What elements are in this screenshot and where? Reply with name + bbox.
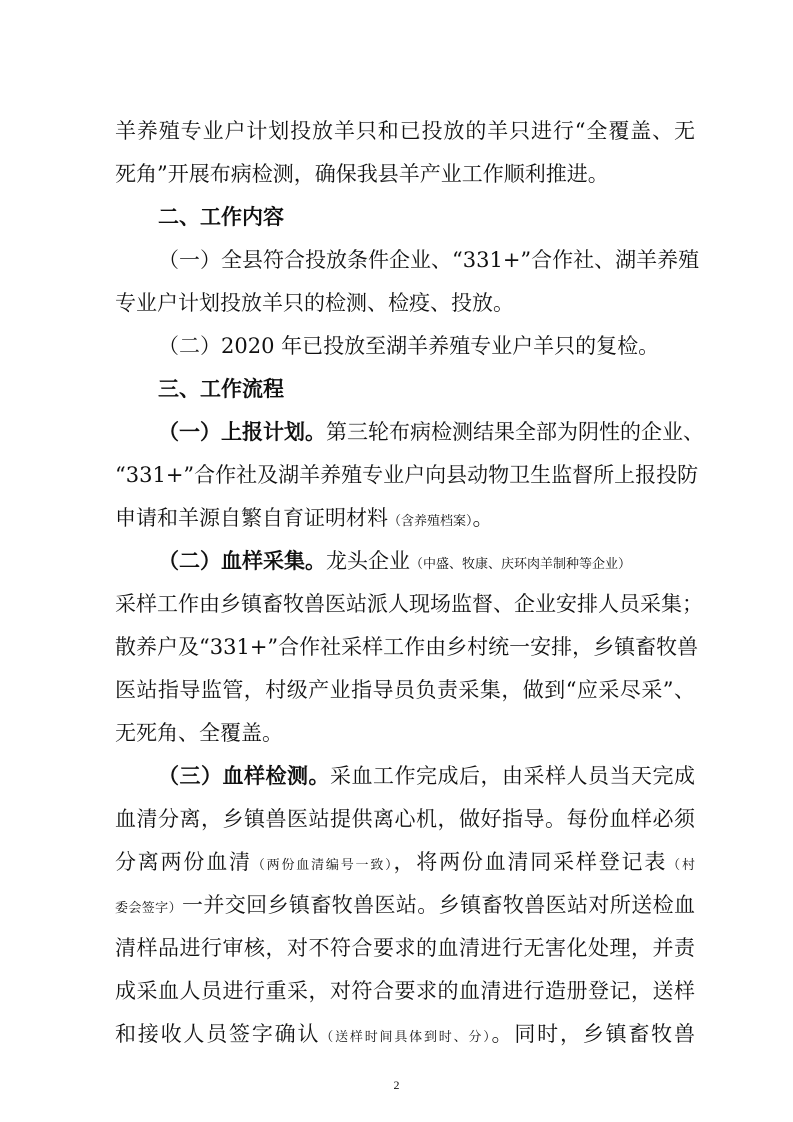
text-line: 专业户计划投放羊只的检测、检疫、投放。	[115, 291, 514, 315]
text-span: 龙头企业	[326, 549, 410, 573]
text-line	[115, 891, 695, 923]
text-line: （二）2020 年已投放至湖羊养殖专业户羊只的复检。	[158, 334, 660, 358]
text-line: “331+”合作社及湖羊养殖专业户向县动物卫生监督所上报投防	[115, 463, 699, 487]
text-line: 清样品进行审核，对不符合要求的血清进行无害化处理，并责	[115, 936, 695, 960]
note-span: （中盛、牧康、庆环肉羊制种等企业）	[410, 557, 632, 572]
text-line	[115, 848, 695, 880]
text-span: 和接收人员签字确认	[115, 1022, 321, 1046]
text-line: （一）全县符合投放条件企业、“331+”合作社、湖羊养殖	[158, 248, 700, 272]
note-span: （村	[667, 858, 695, 873]
text-line: 羊养殖专业户计划投放羊只和已投放的羊只进行“全覆盖、无	[115, 119, 695, 143]
text-line	[115, 1020, 695, 1052]
section-heading: 二、工作内容	[158, 205, 284, 229]
note-span: （送样时间具体到时、分）	[320, 1030, 492, 1045]
text-span: 申请和羊源自繁自育证明材料	[115, 506, 388, 530]
text-line	[115, 504, 695, 536]
text-span: ，将两份血清同采样登记表	[393, 850, 668, 874]
subsection-heading: （二）血样采集。	[158, 549, 326, 573]
text-line	[158, 547, 695, 579]
section-heading: 三、工作流程	[158, 377, 284, 401]
text-span: 第三轮布病检测结果全部为阴性的企业、	[326, 420, 704, 444]
text-line: 无死角、全覆盖。	[115, 721, 283, 745]
text-line: 医站指导监管，村级产业指导员负责采集，做到“应采尽采”、	[115, 678, 695, 702]
note-span: （含养殖档案）	[388, 514, 473, 529]
text-span: 分离两份血清	[115, 850, 252, 874]
text-line	[158, 418, 704, 446]
text-span: 。	[472, 506, 494, 530]
note-span: 委会签字）	[115, 901, 182, 916]
text-span: 。同时，乡镇畜牧兽	[491, 1022, 695, 1046]
page-number: 2	[393, 1078, 400, 1092]
text-line	[158, 762, 695, 790]
subsection-heading: （三）血样检测。	[158, 764, 330, 788]
text-line: 死角”开展布病检测，确保我县羊产业工作顺利推进。	[115, 162, 609, 186]
text-line: 散养户及“331+”合作社采样工作由乡村统一安排，乡镇畜牧兽	[115, 635, 699, 659]
text-line: 成采血人员进行重采，对符合要求的血清进行造册登记，送样	[115, 979, 695, 1003]
note-span: （两份血清编号一致）	[251, 858, 394, 873]
text-span: 一并交回乡镇畜牧兽医站。乡镇畜牧兽医站对所送检血	[181, 893, 695, 917]
text-line: 血清分离，乡镇兽医站提供离心机，做好指导。每份血样必须	[115, 807, 695, 831]
text-span: 采血工作完成后，由采样人员当天完成	[330, 764, 695, 788]
subsection-heading: （一）上报计划。	[158, 420, 326, 444]
text-line: 采样工作由乡镇畜牧兽医站派人现场监督、企业安排人员采集；	[115, 592, 703, 616]
